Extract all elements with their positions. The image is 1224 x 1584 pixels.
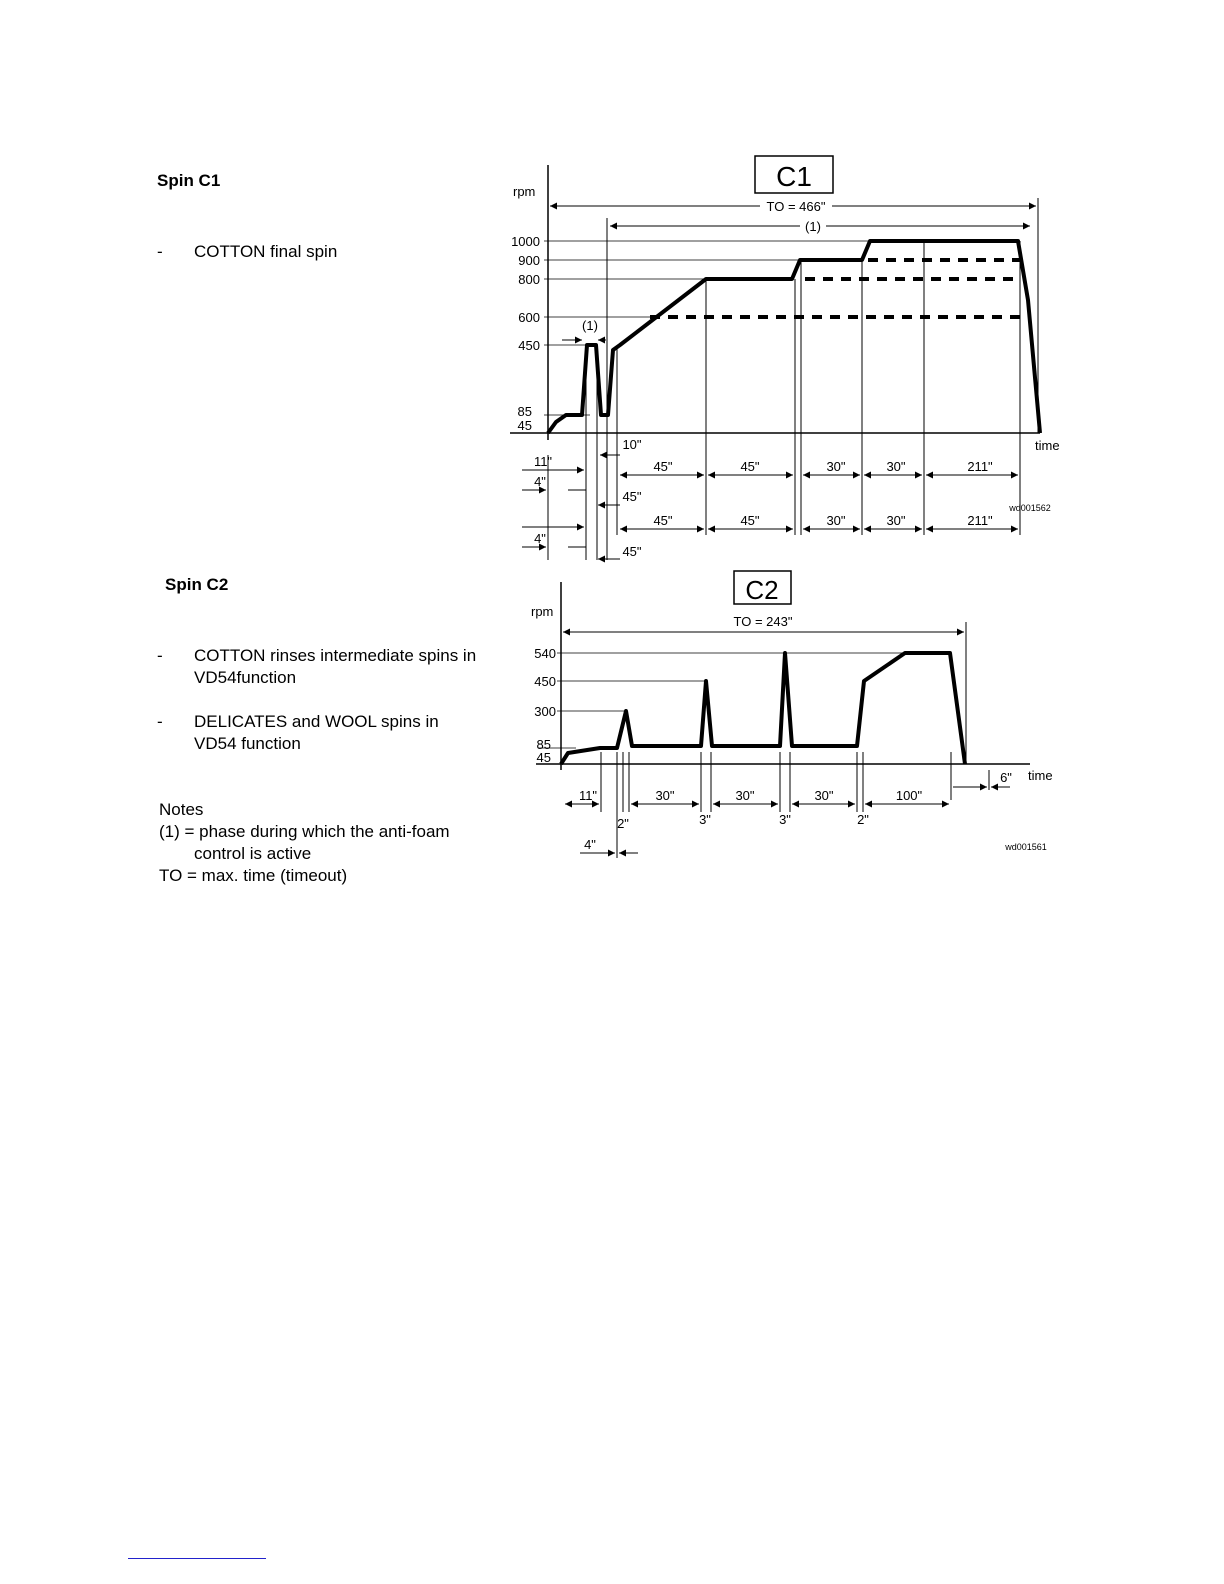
bullet-dash: - (157, 242, 163, 261)
c1-figure-code: wd001562 (1009, 503, 1051, 513)
c1-to-label: TO = 466" (766, 199, 826, 214)
c2-bullet-1-line2: VD54function (194, 668, 297, 687)
spin-c1-title: Spin C1 (157, 171, 221, 190)
notes-heading: Notes (159, 800, 204, 819)
c2-peak-label: 2" (857, 812, 869, 827)
c2-interval-label: 30" (814, 788, 834, 803)
c2-bullet-2-line1: DELICATES and WOOL spins in (194, 712, 439, 731)
c2-to-label: TO = 243" (733, 614, 793, 629)
c2-ytick: 85 (536, 737, 551, 752)
c2-interval-label: 100" (895, 788, 923, 803)
c1-rpm-profile (548, 241, 1040, 433)
c2-ytick: 300 (534, 704, 556, 719)
bullet-dash: - (157, 712, 163, 731)
c1-ytick: 1000 (511, 234, 540, 249)
c1-ytick: 600 (518, 310, 540, 325)
c1-ytick: 45 (517, 418, 532, 433)
c2-xlabel: time (1028, 768, 1053, 783)
notes-line-2: control is active (194, 844, 312, 863)
c1-ytick: 85 (517, 404, 532, 419)
c1-bullet-text: COTTON final spin (194, 242, 338, 261)
c2-small-label: 6" (1000, 770, 1012, 785)
c1-small-label: 11" (533, 454, 553, 469)
c1-ytick: 900 (518, 253, 540, 268)
c1-interval-label: 45" (740, 459, 760, 474)
c1-ylabel: rpm (513, 184, 536, 199)
c1-interval-label: 45" (653, 513, 673, 528)
c2-peak-label: 3" (699, 812, 711, 827)
c1-title: C1 (776, 161, 812, 192)
c2-peak-label: 2" (617, 816, 629, 831)
c2-interval-label: 30" (735, 788, 755, 803)
c2-rpm-profile (561, 653, 965, 764)
c2-bullet-2-line2: VD54 function (194, 734, 301, 753)
c1-interval-label: 211" (967, 513, 993, 528)
c1-small-label: 10" (622, 437, 642, 452)
c1-interval-label: 211" (967, 459, 993, 474)
c2-small-label: 4" (584, 837, 596, 852)
c1-interval-label: 45" (740, 513, 760, 528)
c2-bullet-1-line1: COTTON rinses intermediate spins in (194, 646, 477, 665)
c2-title: C2 (745, 575, 779, 605)
c2-ylabel: rpm (531, 604, 554, 619)
c2-figure-code: wd001561 (1005, 842, 1047, 852)
c1-small-label: 4" (534, 474, 546, 489)
c1-xlabel: time (1035, 438, 1060, 453)
c2-interval-label: 30" (655, 788, 675, 803)
c2-interval-label: 11" (578, 788, 598, 803)
c1-interval-label: 30" (826, 459, 846, 474)
c1-interval-label: 30" (826, 513, 846, 528)
c2-ytick: 45 (536, 750, 551, 765)
footer-rule (128, 1558, 266, 1559)
c1-interval-label: 30" (886, 513, 906, 528)
spin-c2-title: Spin C2 (165, 575, 229, 594)
c2-peak-label: 3" (779, 812, 791, 827)
notes-line-3: TO = max. time (timeout) (159, 866, 348, 885)
c1-small-label: 4" (534, 531, 546, 546)
c1-antifoam-small: (1) (582, 318, 598, 333)
c1-small-label: 45" (622, 489, 642, 504)
notes-line-1: (1) = phase during which the anti-foam (159, 822, 450, 841)
bullet-dash: - (157, 646, 163, 665)
c2-ytick: 540 (534, 646, 556, 661)
c1-ytick: 450 (518, 338, 540, 353)
c1-interval-label: 45" (653, 459, 673, 474)
c1-interval-label: 30" (886, 459, 906, 474)
chart-c2 (531, 571, 1053, 858)
c2-ytick: 450 (534, 674, 556, 689)
c1-antifoam-label: (1) (805, 219, 821, 234)
c1-ytick: 800 (518, 272, 540, 287)
c1-small-label: 45" (622, 544, 642, 559)
